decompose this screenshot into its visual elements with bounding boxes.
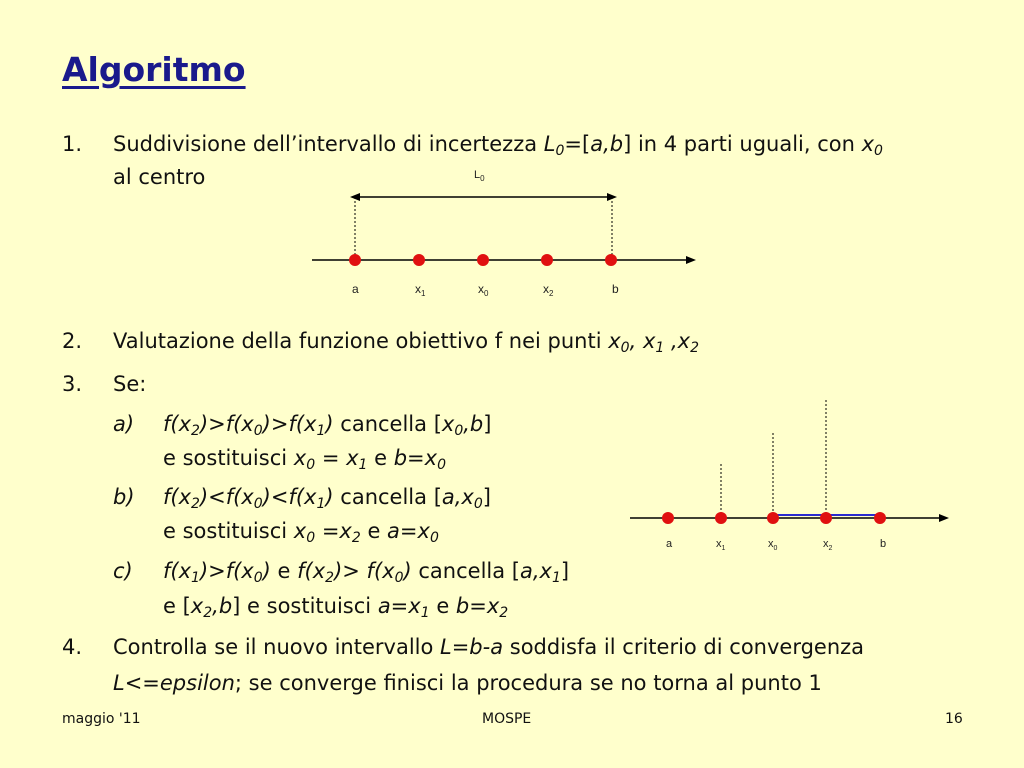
step-2-text: Valutazione della funzione obiettivo f nei punti $x_0$, $x_1$ $,x_2$ xyxy=(113,329,700,356)
case-b-condition: $f(x_2)<f(x_0)<f(x_1)$ cancella $[a,x_0]$ xyxy=(163,485,491,512)
case-c-condition: $f(x_1)>f(x_0)$ e $f(x_2)> f(x_0)$ cancella $[a,x_1]$ xyxy=(163,559,570,586)
point-a xyxy=(349,254,361,266)
case-c-label: c) xyxy=(113,559,133,583)
footer-page-number: 16 xyxy=(945,711,963,727)
axis-arrow-head xyxy=(686,256,696,264)
point-x1 xyxy=(413,254,425,266)
point-x2 xyxy=(541,254,553,266)
point2-x1 xyxy=(715,512,727,524)
step-2-number: 2. xyxy=(62,329,83,353)
point2-b xyxy=(874,512,886,524)
label2-a: a xyxy=(666,538,673,550)
point-x0 xyxy=(477,254,489,266)
step-4-line-1: Controlla se il nuovo intervallo L=b-a soddisfa il criterio di convergenza xyxy=(113,635,865,659)
interval-diagram-1 xyxy=(300,160,710,305)
case-a-substitution: e sostituisci $x_0 = x_1$ e $b=x_0$ xyxy=(163,446,446,473)
label-x1: $x_1$ xyxy=(415,282,426,298)
interval-diagram-2 xyxy=(620,398,960,558)
point2-x2 xyxy=(820,512,832,524)
label2-b: b xyxy=(880,538,887,550)
step-4-number: 4. xyxy=(62,635,83,659)
page-title: Algoritmo xyxy=(62,50,246,89)
axis-arrow-head-2 xyxy=(939,514,949,522)
label2-x1: $x_1$ xyxy=(716,538,726,552)
label-x0: $x_0$ xyxy=(478,282,489,298)
case-a-condition: $f(x_2)>f(x_0)>f(x_1)$ cancella $[x_0,b]$ xyxy=(163,412,492,439)
label-a: a xyxy=(352,282,359,296)
label-x2: $x_2$ xyxy=(543,282,554,298)
footer-date: maggio '11 xyxy=(62,711,141,727)
step-1-line-2: al centro xyxy=(113,165,206,189)
point2-x0 xyxy=(767,512,779,524)
footer-course: MOSPE xyxy=(482,711,532,727)
step-4-line-2: L<=epsilon; se converge finisci la procedura se no torna al punto 1 xyxy=(113,671,822,695)
label2-x0: $x_0$ xyxy=(768,538,778,552)
label2-x2: $x_2$ xyxy=(823,538,833,552)
case-a-label: a) xyxy=(113,412,135,436)
point-b xyxy=(605,254,617,266)
label-b: b xyxy=(612,282,619,296)
case-b-label: b) xyxy=(113,485,135,509)
case-b-substitution: e sostituisci $x_0 =x_2$ e $a=x_0$ xyxy=(163,519,439,546)
interval-label: $L_0$ xyxy=(474,169,485,183)
step-3-text: Se: xyxy=(113,372,147,396)
case-c-substitution: e $[x_2,b]$ e sostituisci $a=x_1$ e $b=x_2$ xyxy=(163,594,509,621)
step-3-number: 3. xyxy=(62,372,83,396)
step-1-line-1: Suddivisione dell’intervallo di incertezza $L_0=[a,b]$ in 4 parti uguali, con $x_0$ xyxy=(113,132,883,159)
point2-a xyxy=(662,512,674,524)
step-1-number: 1. xyxy=(62,132,83,156)
